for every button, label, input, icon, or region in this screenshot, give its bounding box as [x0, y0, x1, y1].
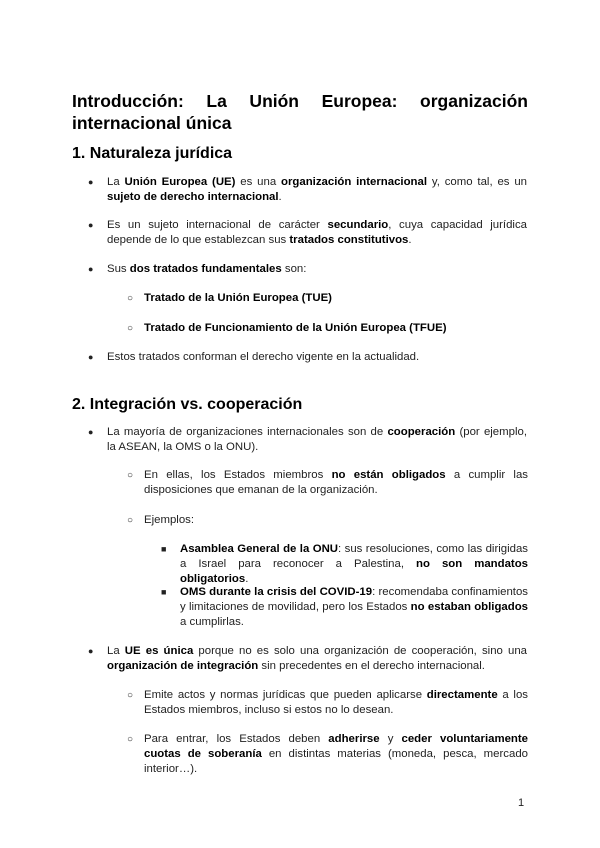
circle-bullet-marker: ○	[127, 515, 134, 526]
bullet-marker: ●	[88, 646, 94, 656]
sub-list-item: Ejemplos:	[144, 514, 195, 526]
sub-sub-list-item: Asamblea General de la ONU: sus resoluciones, como las dirigidas a Israel para reconocer a Palestina, no son mandatos obligatorios.	[180, 543, 529, 585]
bullet-marker: ●	[88, 427, 94, 437]
circle-bullet-marker: ○	[127, 470, 134, 481]
sub-list-item: Tratado de Funcionamiento de la Unión Europea (TFUE)	[144, 322, 447, 334]
bullet-marker: ●	[88, 352, 94, 362]
page-number: 1	[518, 797, 525, 809]
square-bullet-marker: ■	[161, 544, 167, 554]
section-heading-integracion: 2. Integración vs. cooperación	[72, 396, 303, 413]
circle-bullet-marker: ○	[127, 690, 134, 701]
bullet-marker: ●	[88, 264, 94, 274]
document-title: Introducción: La Unión Europea: organización internacional única	[72, 91, 528, 133]
list-item: Estos tratados conforman el derecho vigente en la actualidad.	[107, 351, 420, 363]
circle-bullet-marker: ○	[127, 293, 134, 304]
circle-bullet-marker: ○	[127, 734, 134, 745]
square-bullet-marker: ■	[161, 587, 167, 597]
sub-list-item: Tratado de la Unión Europea (TUE)	[144, 292, 332, 304]
sub-list-item: Emite actos y normas jurídicas que pueden aplicarse directamente a los Estados miembros, incluso si estos no lo desean.	[144, 689, 528, 716]
bullet-marker: ●	[88, 177, 94, 187]
sub-sub-list-item: OMS durante la crisis del COVID-19: recomendaba confinamientos y limitaciones de movilidad, pero los Estados no estaban obligados a cumplirlas.	[180, 586, 528, 628]
circle-bullet-marker: ○	[127, 323, 134, 334]
list-item: La mayoría de organizaciones internacionales son de cooperación (por ejemplo, la ASEAN, la OMS o la ONU).	[107, 426, 527, 453]
list-item: La UE es única porque no es solo una organización de cooperación, sino una organización de integración sin precedentes en el derecho internacional.	[107, 645, 527, 672]
bullet-marker: ●	[88, 220, 94, 230]
sub-list-item: En ellas, los Estados miembros no están obligados a cumplir las disposiciones que emanan de la organización.	[144, 469, 528, 496]
list-item: Sus dos tratados fundamentales son:	[107, 263, 307, 275]
list-item: Es un sujeto internacional de carácter secundario, cuya capacidad jurídica depende de lo que establezcan sus tratados constitutivos.	[107, 219, 527, 246]
section-heading-naturaleza: 1. Naturaleza jurídica	[72, 145, 233, 162]
sub-list-item: Para entrar, los Estados deben adherirse y ceder voluntariamente cuotas de soberanía en distintas materias (moneda, pesca, mercado interior…).	[144, 733, 529, 775]
list-item: La Unión Europea (UE) es una organización internacional y, como tal, es un sujeto de derecho internacional.	[107, 176, 528, 203]
